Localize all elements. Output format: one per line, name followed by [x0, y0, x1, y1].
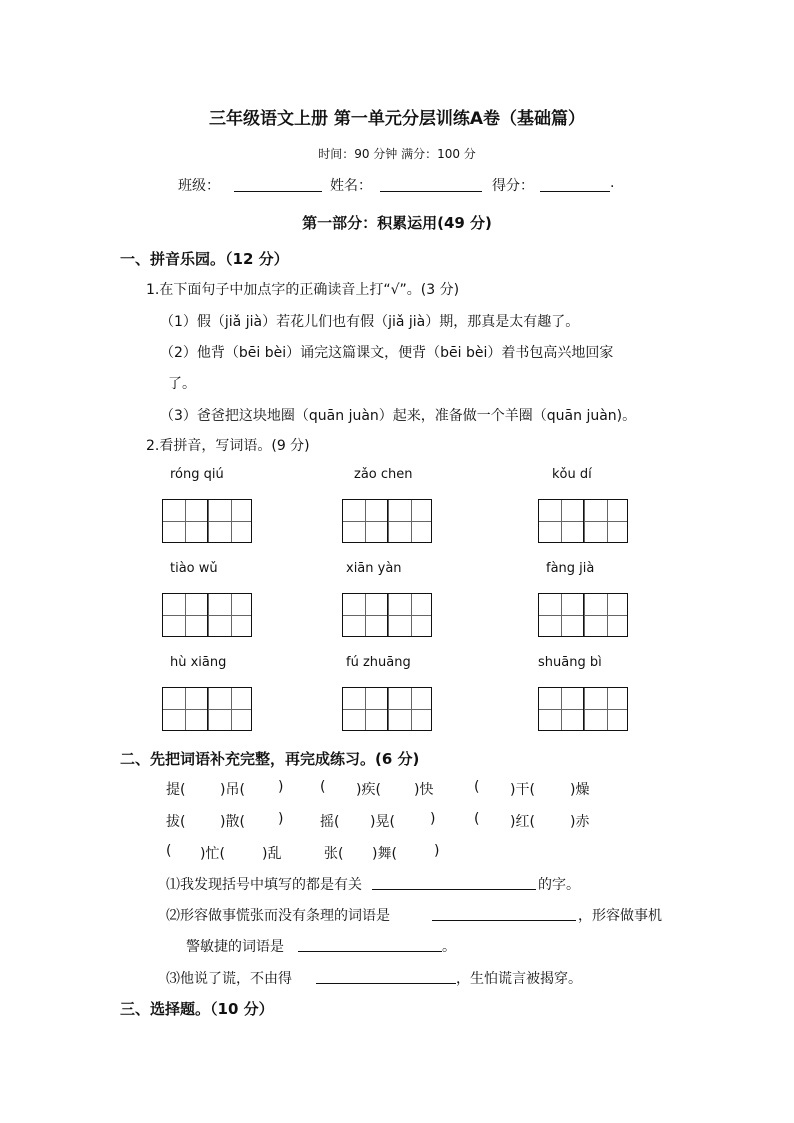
- sentence-2-cont: 了。: [168, 376, 196, 392]
- score-label: 得分：: [492, 178, 534, 194]
- tianzige-box[interactable]: [162, 499, 252, 543]
- score-end-dot: .: [610, 175, 615, 191]
- exercise-2-text-mid: ，形容做事机: [578, 908, 662, 924]
- word-part: (: [320, 779, 326, 795]
- pinyin-label: fú zhuāng: [346, 655, 411, 670]
- exercise-1-text: ⑴我发现括号中填写的都是有关: [166, 877, 362, 893]
- tianzige-box[interactable]: [342, 499, 432, 543]
- tianzige-box[interactable]: [162, 593, 252, 637]
- word-part: ): [430, 811, 436, 827]
- word-part: 提(: [166, 782, 186, 798]
- part-one-heading: 第一部分：积累运用(49 分): [302, 214, 492, 232]
- answer-blank[interactable]: [316, 969, 456, 984]
- word-part: )赤: [570, 814, 590, 830]
- exercise-2-text-end: 。: [442, 939, 456, 955]
- word-part: 摇(: [320, 814, 340, 830]
- pinyin-label: fàng jià: [546, 561, 595, 576]
- name-label: 姓名：: [330, 178, 372, 194]
- page-title: 三年级语文上册 第一单元分层训练A卷（基础篇）: [208, 109, 586, 129]
- pinyin-label: zǎo chen: [354, 467, 413, 482]
- answer-blank[interactable]: [298, 937, 442, 952]
- word-part: )忙(: [200, 846, 225, 862]
- exercise-2-text-cont: 警敏捷的词语是: [186, 939, 284, 955]
- tianzige-box[interactable]: [538, 593, 628, 637]
- tianzige-box[interactable]: [162, 687, 252, 731]
- class-field[interactable]: [234, 176, 322, 192]
- word-part: )晃(: [370, 814, 395, 830]
- tianzige-box[interactable]: [538, 687, 628, 731]
- word-part: ): [434, 843, 440, 859]
- name-field[interactable]: [380, 176, 482, 192]
- section-two-heading: 二、先把词语补充完整，再完成练习。(6 分): [120, 750, 420, 768]
- sentence-2: （2）他背（bēi bèi）诵完这篇课文，便背（bēi bèi）着书包高兴地回家: [160, 345, 614, 361]
- word-part: 拔(: [166, 814, 186, 830]
- word-part: ): [278, 779, 284, 795]
- sentence-1: （1）假（jiǎ jià）若花儿们也有假（jiǎ jià）期，那真是太有趣了。: [160, 314, 580, 330]
- question-1: 1.在下面句子中加点字的正确读音上打“√”。(3 分): [146, 282, 460, 298]
- pinyin-label: róng qiú: [170, 467, 224, 482]
- word-part: )燥: [570, 782, 590, 798]
- pinyin-label: hù xiāng: [170, 655, 227, 670]
- exercise-2-text: ⑵形容做事慌张而没有条理的词语是: [166, 908, 390, 924]
- sentence-3: （3）爸爸把这块地圈（quān juàn）起来，准备做一个羊圈（quān juàn)。: [160, 408, 637, 424]
- word-part: )快: [414, 782, 434, 798]
- word-part: )散(: [220, 814, 245, 830]
- section-three-heading: 三、选择题。（10 分）: [120, 1000, 274, 1018]
- question-2: 2.看拼音，写词语。(9 分): [146, 438, 310, 454]
- answer-blank[interactable]: [372, 875, 536, 890]
- score-field[interactable]: [540, 176, 610, 192]
- word-part: (: [474, 811, 480, 827]
- tianzige-box[interactable]: [342, 593, 432, 637]
- exam-time-score: 时间：90 分钟 满分：100 分: [318, 147, 476, 161]
- word-part: 张(: [324, 846, 344, 862]
- word-part: )疾(: [356, 782, 381, 798]
- exercise-1-text-end: 的字。: [538, 877, 580, 893]
- word-part: )干(: [510, 782, 535, 798]
- word-part: )舞(: [372, 846, 397, 862]
- tianzige-box[interactable]: [342, 687, 432, 731]
- word-part: (: [166, 843, 172, 859]
- pinyin-label: xiān yàn: [346, 561, 402, 576]
- word-part: (: [474, 779, 480, 795]
- exercise-3-text-end: ，生怕谎言被揭穿。: [456, 971, 582, 987]
- answer-blank[interactable]: [432, 906, 576, 921]
- word-part: )红(: [510, 814, 535, 830]
- pinyin-label: shuāng bì: [538, 655, 602, 670]
- section-one-heading: 一、拼音乐园。（12 分）: [120, 250, 289, 268]
- word-part: )吊(: [220, 782, 245, 798]
- word-part: ): [278, 811, 284, 827]
- pinyin-label: kǒu dí: [552, 467, 592, 482]
- word-part: )乱: [262, 846, 282, 862]
- pinyin-label: tiào wǔ: [170, 561, 218, 576]
- tianzige-box[interactable]: [538, 499, 628, 543]
- exercise-3-text: ⑶他说了谎，不由得: [166, 971, 292, 987]
- class-label: 班级：: [178, 178, 220, 194]
